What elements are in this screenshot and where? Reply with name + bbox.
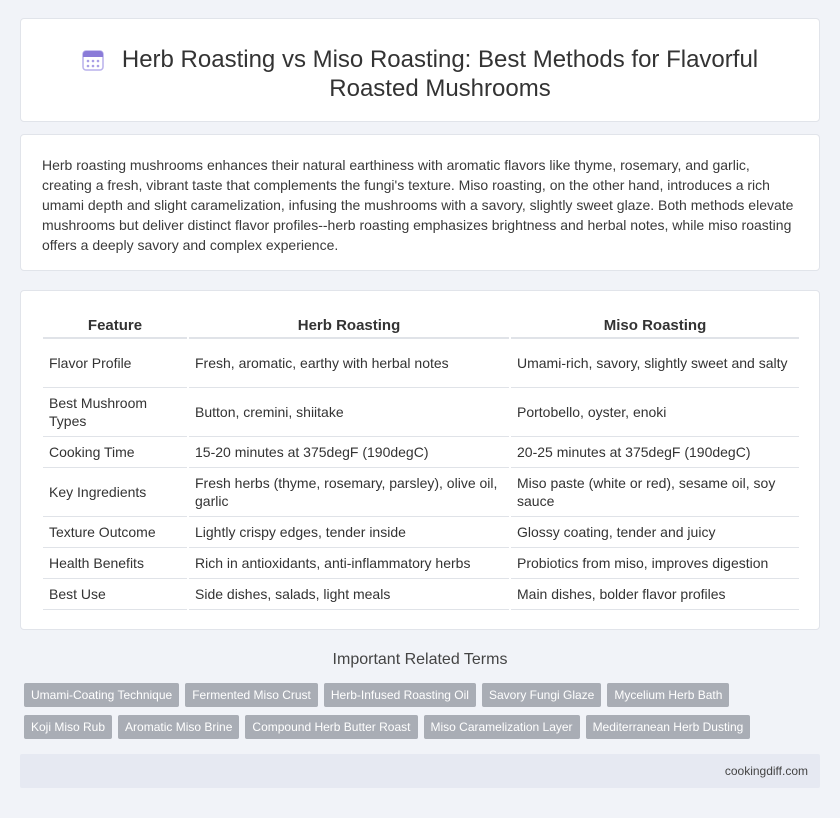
term-chip[interactable]: Mediterranean Herb Dusting [586, 715, 751, 739]
intro-text: Herb roasting mushrooms enhances their natural earthiness with aromatic flavors like thyme, rosemary, and garlic, creating a fresh, vibrant taste that complements the fungi's texture. Miso roasting, on the other hand, introduces a rich umami depth and slight caramelization, infusing the mushrooms with a savory, slightly sweet glaze. Both methods elevate mushrooms but deliver distinct flavor profiles--herb roasting emphasizes brightness and herbal notes, while miso roasting offers a deeply savory and complex experience. [42, 157, 794, 253]
table-cell: Button, cremini, shiitake [189, 388, 509, 437]
footer [20, 754, 820, 788]
title-card [20, 18, 820, 122]
table-cell: Lightly crispy edges, tender inside [189, 517, 509, 548]
table-cell: Umami-rich, savory, slightly sweet and salty [511, 339, 799, 388]
related-terms-title: Important Related Terms [332, 651, 508, 668]
table-cell: Glossy coating, tender and juicy [511, 517, 799, 548]
related-terms-list [24, 683, 824, 747]
table-row [43, 579, 799, 610]
term-chip[interactable]: Fermented Miso Crust [185, 683, 318, 707]
table-cell: 15-20 minutes at 375degF (190degC) [189, 437, 509, 468]
term-chip[interactable]: Miso Caramelization Layer [424, 715, 580, 739]
table-cell: Texture Outcome [43, 517, 187, 548]
comparison-table [41, 313, 801, 610]
table-cell: Side dishes, salads, light meals [189, 579, 509, 610]
table-cell: Fresh, aromatic, earthy with herbal notes [189, 339, 509, 388]
table-cell: Cooking Time [43, 437, 187, 468]
table-cell: Probiotics from miso, improves digestion [511, 548, 799, 579]
table-cell: Main dishes, bolder flavor profiles [511, 579, 799, 610]
header-herb-roasting: Herb Roasting [189, 313, 509, 339]
table-cell: Best Use [43, 579, 187, 610]
term-chip[interactable]: Koji Miso Rub [24, 715, 112, 739]
table-cell: Health Benefits [43, 548, 187, 579]
table-cell: Flavor Profile [43, 339, 187, 388]
table-cell: Fresh herbs (thyme, rosemary, parsley), olive oil, garlic [189, 468, 509, 517]
table-cell: Portobello, oyster, enoki [511, 388, 799, 437]
table-row [43, 437, 799, 468]
footer-site-link[interactable]: cookingdiff.com [724, 764, 808, 778]
term-chip[interactable]: Mycelium Herb Bath [607, 683, 729, 707]
term-chip[interactable]: Compound Herb Butter Roast [245, 715, 417, 739]
term-chip[interactable]: Umami-Coating Technique [24, 683, 179, 707]
table-row [43, 468, 799, 517]
table-row [43, 339, 799, 388]
intro-card [20, 134, 820, 271]
term-chip[interactable]: Herb-Infused Roasting Oil [324, 683, 476, 707]
chip-row [24, 683, 824, 707]
table-row [43, 388, 799, 437]
table-row [43, 517, 799, 548]
chip-row [24, 715, 824, 739]
term-chip[interactable]: Savory Fungi Glaze [482, 683, 601, 707]
table-row [43, 548, 799, 579]
table-header-row [43, 313, 799, 339]
term-chip[interactable]: Aromatic Miso Brine [118, 715, 239, 739]
comparison-card [20, 290, 820, 630]
table-cell: Key Ingredients [43, 468, 187, 517]
header-feature: Feature [43, 313, 187, 339]
table-cell: Rich in antioxidants, anti-inflammatory herbs [189, 548, 509, 579]
header-miso-roasting: Miso Roasting [511, 313, 799, 339]
table-cell: Best Mushroom Types [43, 388, 187, 437]
table-cell: 20-25 minutes at 375degF (190degC) [511, 437, 799, 468]
page-title: Herb Roasting vs Miso Roasting: Best Methods for Flavorful Roasted Mushrooms [121, 46, 759, 102]
table-cell: Miso paste (white or red), sesame oil, soy sauce [511, 468, 799, 517]
